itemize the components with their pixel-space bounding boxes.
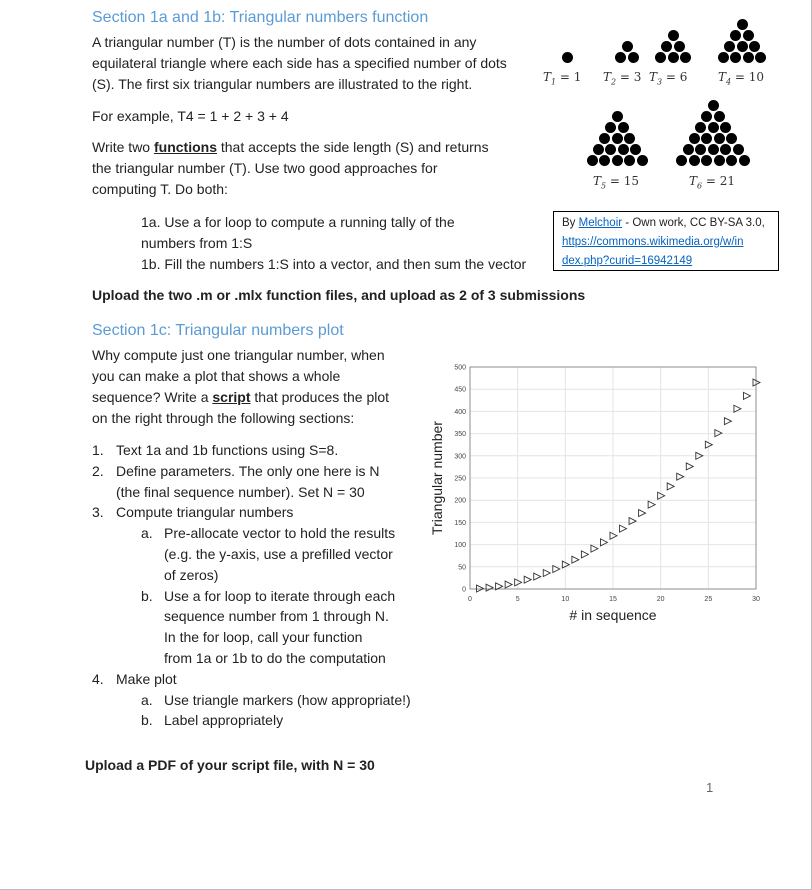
intro-line: on the right through the following sections: <box>92 410 355 426</box>
credit-license: - Own work, CC BY-SA 3.0, <box>622 217 765 229</box>
section-1-heading: Section 1a and 1b: Triangular numbers function <box>92 9 429 26</box>
example-text: For example, T4 = 1 + 2 + 3 + 4 <box>92 108 289 124</box>
intro-line: equilateral triangle where each side has a specified number of dots <box>92 55 507 71</box>
x-axis-label: # in sequence <box>569 607 657 623</box>
dot <box>737 41 748 52</box>
t-subscript: 2 <box>611 77 617 87</box>
t-symbol: T <box>649 70 658 84</box>
step-number: a. <box>141 691 153 708</box>
dot <box>624 133 635 144</box>
dot <box>618 122 629 133</box>
triangle-label <box>543 70 581 86</box>
dot <box>726 155 737 166</box>
dot <box>701 155 712 166</box>
item-1a-cont: numbers from 1:S <box>141 235 253 251</box>
dot <box>661 41 672 52</box>
triangle-label <box>718 70 764 86</box>
step-text: of zeros) <box>164 566 219 583</box>
dot <box>680 52 691 63</box>
dot <box>612 155 623 166</box>
dot <box>714 111 725 122</box>
x-tick-label: 15 <box>609 596 617 603</box>
x-tick-label: 5 <box>515 596 520 603</box>
dot <box>726 133 737 144</box>
dot <box>733 144 744 155</box>
t-symbol: T <box>543 70 552 84</box>
step-number: 1. <box>92 442 104 458</box>
write-line: the triangular number (T). Use two good approaches for <box>92 160 438 176</box>
dot <box>612 133 623 144</box>
dot <box>714 133 725 144</box>
y-tick-label: 300 <box>454 453 466 461</box>
dot <box>674 41 685 52</box>
dot <box>599 155 610 166</box>
dot <box>630 144 641 155</box>
dot <box>612 111 623 122</box>
text: Write two <box>92 139 154 155</box>
x-tick-label: 30 <box>752 596 760 603</box>
page-number: 1 <box>706 780 714 795</box>
author-link[interactable]: Melchoir <box>578 217 623 229</box>
dot <box>720 144 731 155</box>
x-tick-label: 25 <box>704 596 713 603</box>
triangle-label <box>689 174 735 190</box>
y-tick-label: 250 <box>454 475 466 483</box>
t-subscript: 6 <box>697 181 703 191</box>
y-tick-label: 500 <box>454 364 466 372</box>
dot <box>683 144 694 155</box>
t-subscript: 4 <box>726 77 732 87</box>
t-value: = 21 <box>702 174 736 188</box>
triangle-label <box>593 174 639 190</box>
section-2-heading: Section 1c: Triangular numbers plot <box>92 322 344 339</box>
t-subscript: 1 <box>551 77 557 87</box>
step-text: Compute triangular numbers <box>116 504 294 521</box>
step-text: In the for loop, call your function <box>164 629 363 646</box>
x-tick-label: 20 <box>656 596 665 603</box>
intro-line: A triangular number (T) is the number of dots contained in any <box>92 34 477 50</box>
dot <box>749 41 760 52</box>
t-value: = 1 <box>556 70 582 84</box>
dot <box>730 30 741 41</box>
triangular-numbers-chart <box>420 355 790 630</box>
dot <box>605 122 616 133</box>
source-link[interactable]: https://commons.wikimedia.org/w/in <box>562 236 744 248</box>
step-text: (e.g. the y-axis, use a prefilled vector <box>164 546 393 562</box>
y-tick-label: 400 <box>454 408 466 416</box>
dot <box>718 52 729 63</box>
dot <box>637 155 648 166</box>
step-text: Use a for loop to iterate through each <box>164 587 396 604</box>
dot <box>724 41 735 52</box>
image-credit <box>553 211 779 271</box>
t-value: = 6 <box>662 70 688 84</box>
dot <box>615 52 626 63</box>
dot <box>562 52 573 63</box>
credit-by: By <box>562 217 579 229</box>
y-tick-label: 200 <box>454 497 466 505</box>
text: sequence? Write a <box>92 389 213 405</box>
x-tick-label: 0 <box>468 596 472 603</box>
step-text: Define parameters. The only one here is N <box>116 462 380 479</box>
text: that produces the plot <box>250 389 390 405</box>
script-emphasis: script <box>212 389 251 405</box>
t-subscript: 3 <box>657 77 663 87</box>
dot <box>668 30 679 41</box>
upload-pdf-instruction: Upload a PDF of your script file, with N = 30 <box>85 757 375 773</box>
dot <box>676 155 687 166</box>
t-symbol: T <box>718 70 727 84</box>
t-symbol: T <box>603 70 612 84</box>
dot <box>701 111 712 122</box>
step-text: Pre-allocate vector to hold the results <box>164 525 396 542</box>
y-tick-label: 150 <box>454 519 466 527</box>
t-symbol: T <box>593 174 602 188</box>
dot <box>593 144 604 155</box>
dot <box>624 155 635 166</box>
step-text: Make plot <box>116 670 177 687</box>
step-number: 4. <box>92 670 104 687</box>
functions-emphasis: functions <box>153 139 217 155</box>
dot <box>743 52 754 63</box>
dot <box>708 122 719 133</box>
t-value: = 3 <box>616 70 642 84</box>
dot <box>737 19 748 30</box>
triangle-label <box>649 70 687 86</box>
dot <box>622 41 633 52</box>
dot <box>628 52 639 63</box>
triangle-label <box>603 70 641 86</box>
step-text: sequence number from 1 through N. <box>164 608 389 625</box>
step-number: a. <box>141 525 153 542</box>
upload-functions-instruction: Upload the two .m or .mlx function files, and upload as 2 of 3 submissions <box>92 287 586 303</box>
item-1a: 1a. Use a for loop to compute a running tally of the <box>141 214 455 230</box>
t-value: = 15 <box>606 174 640 188</box>
text: that accepts the side length (S) and returns <box>216 139 489 155</box>
y-tick-label: 350 <box>454 431 466 439</box>
x-tick-label: 10 <box>561 596 570 603</box>
dot <box>708 144 719 155</box>
write-instruction <box>92 137 489 157</box>
dot <box>655 52 666 63</box>
dot <box>695 122 706 133</box>
source-link-cont[interactable]: dex.php?curid=16942149 <box>562 255 693 267</box>
dot <box>755 52 766 63</box>
y-tick-label: 450 <box>454 386 466 394</box>
step-text: Label appropriately <box>164 712 284 729</box>
dot <box>689 155 700 166</box>
t-subscript: 5 <box>601 181 607 191</box>
step-number: b. <box>141 712 153 729</box>
step-text: Text 1a and 1b functions using S=8. <box>116 442 339 458</box>
step-text: Use triangle markers (how appropriate!) <box>164 691 411 708</box>
y-tick-label: 50 <box>458 564 466 572</box>
y-axis-label: Triangular number <box>429 421 445 535</box>
dot <box>587 155 598 166</box>
step-number: b. <box>141 587 153 604</box>
dot <box>714 155 725 166</box>
dot <box>689 133 700 144</box>
t-symbol: T <box>689 174 698 188</box>
dot <box>618 144 629 155</box>
dot <box>708 100 719 111</box>
write-line: computing T. Do both: <box>92 181 228 197</box>
item-1b: 1b. Fill the numbers 1:S into a vector, and then sum the vector <box>141 256 527 272</box>
y-tick-label: 100 <box>454 542 466 550</box>
dot <box>743 30 754 41</box>
intro-line: Why compute just one triangular number, when <box>92 347 385 363</box>
dot <box>599 133 610 144</box>
step-text: (the final sequence number). Set N = 30 <box>116 483 365 500</box>
step-number: 2. <box>92 462 104 479</box>
y-tick-label: 0 <box>462 586 466 594</box>
dot <box>701 133 712 144</box>
dot <box>720 122 731 133</box>
dot <box>695 144 706 155</box>
script-instruction <box>92 387 389 407</box>
dot <box>739 155 750 166</box>
step-text: from 1a or 1b to do the computation <box>164 650 386 666</box>
t-value: = 10 <box>731 70 765 84</box>
step-number: 3. <box>92 504 104 521</box>
dot <box>730 52 741 63</box>
intro-line: you can make a plot that shows a whole <box>92 368 341 384</box>
intro-line: (S). The first six triangular numbers are illustrated to the right. <box>92 76 473 92</box>
dot <box>668 52 679 63</box>
dot <box>605 144 616 155</box>
